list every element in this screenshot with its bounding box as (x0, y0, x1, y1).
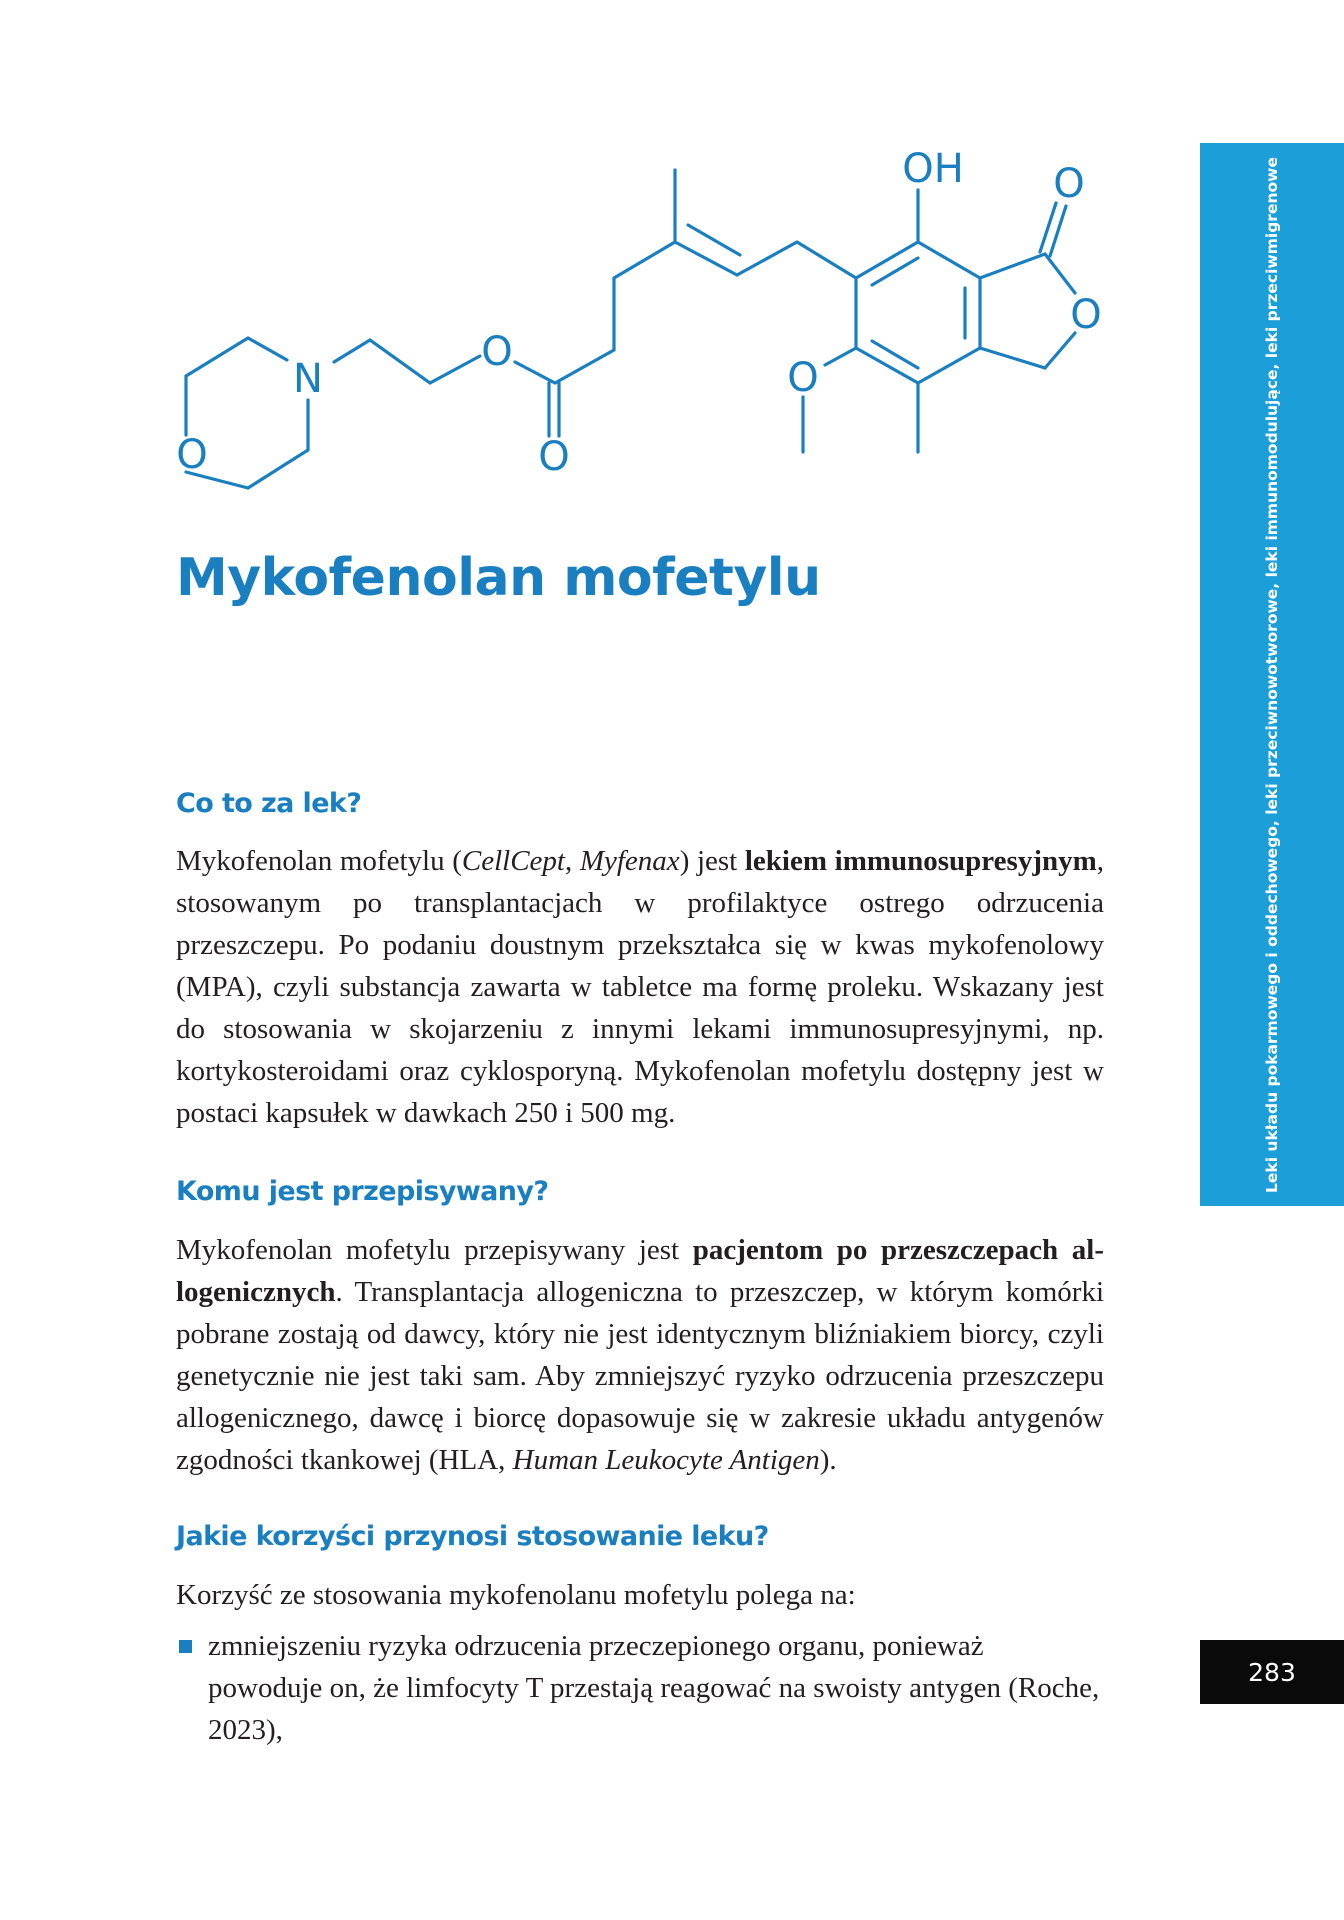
bullet-square-icon (179, 1640, 192, 1653)
atom-o-carbonyl-ester: O (538, 434, 570, 480)
atom-o-carbonyl-top: O (1053, 161, 1085, 207)
atom-o-morpholine: O (176, 432, 208, 478)
brand-name-cellcept: CellCept (461, 845, 565, 877)
list-item: zmniejszeniu ryzyka odrzucenia przeczepionego organu, ponieważ powoduje on, że limfocyty T przestają reagować na swoisty antygen (Roche, 2023), (176, 1625, 1104, 1751)
page-title: Mykofenolan mofetylu (176, 548, 821, 608)
brand-name-myfenax: Myfenax (579, 845, 680, 877)
atom-oh: OH (902, 146, 964, 192)
chapter-side-tab-label: Leki układu pokarmowego i oddechowego, leki przeciwnowotworowe, leki immunomodulujące, leki przeciwmigrenowe (1263, 157, 1281, 1193)
chemical-structure (150, 130, 1130, 510)
benefits-list (176, 1625, 1104, 1751)
page-number: 283 (1200, 1640, 1344, 1704)
section-paragraph-what-is: Mykofenolan mofetylu (CellCept, Myfenax) jest lekiem immunosupresyjnym, stosowanym po transplantacjach w profilaktyce ostrego odrzucenia przeszczepu. Po podaniu doustnym przekształca się w kwas mykofenolowy (MPA), czyli substancja zawarta w tabletce ma formę proleku. Wskazany jest do stosowania w skojarzeniu z innymi lekami immunosupresyjnymi, np. kortykosteroidami oraz cyklosporyną. Mykofenolan mofetylu dostępny jest w postaci kapsułek w dawkach 250 i 500 mg. (176, 845, 1105, 1129)
atom-o-methoxy: O (787, 355, 819, 401)
atom-n: N (293, 356, 323, 402)
section-heading-what-is: Co to za lek? (176, 788, 362, 819)
section-heading-who: Komu jest przepisywany? (176, 1176, 549, 1207)
section-intro-benefits: Korzyść ze stosowania mykofenolanu mofetylu polega na: (176, 1579, 856, 1611)
section-paragraph-who: Mykofenolan mofetylu przepisywany jest pacjentom po przeszczepach allogenicznych. Transplantacja allogeniczna to przeszczep, w którym komórki pobrane zostają od dawcy, który nie jest identycznym bliźniakiem biorcy, czyli genetycznie nie jest taki sam. Aby zmniejszyć ryzyko odrzucenia przeszczepu allogenicznego, dawcę i biorcę dopasowuje się w zakresie układu antygenów zgodności tkankowej (HLA, Human Leukocyte Antigen). (176, 1234, 1104, 1476)
section-heading-benefits: Jakie korzyści przynosi stosowanie leku? (176, 1521, 769, 1552)
atom-o-lactone: O (1070, 292, 1102, 338)
atom-o-ester: O (481, 329, 513, 375)
